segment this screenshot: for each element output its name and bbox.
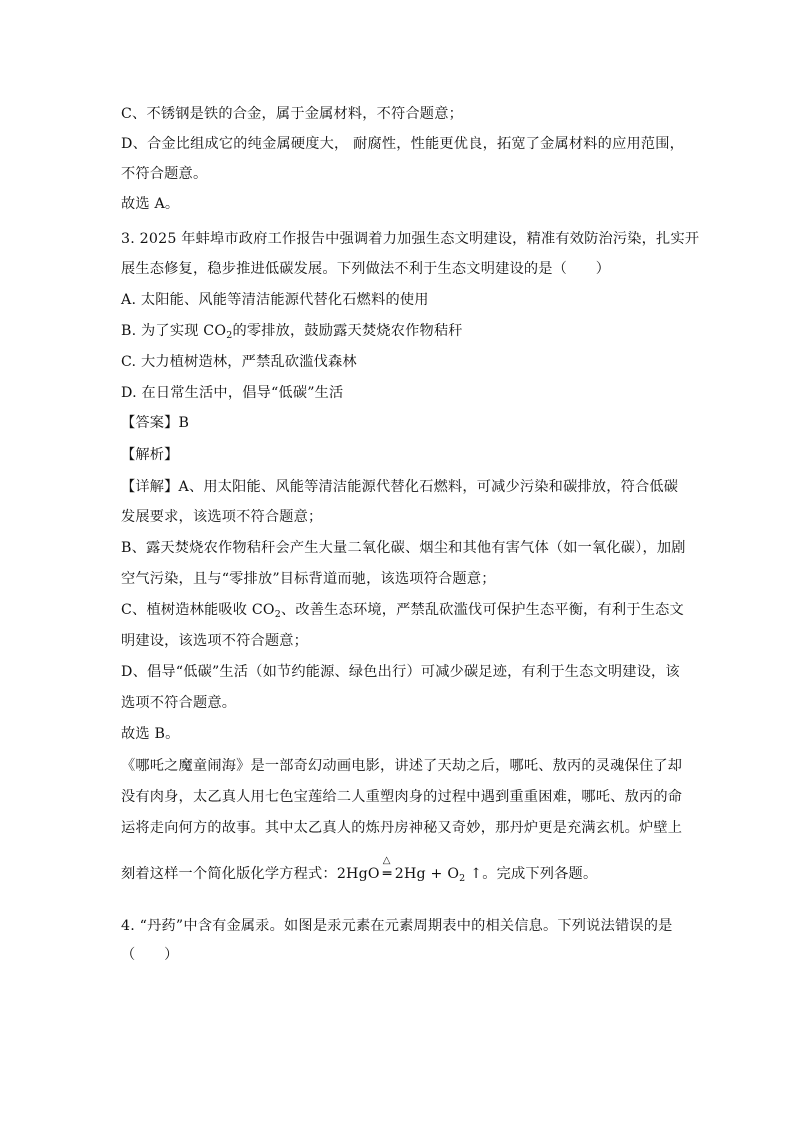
detail-line-d: D、倡导“低碳”生活（如节约能源、绿色出行）可减少碳足迹，有利于生态文明建设，该 — [121, 664, 680, 680]
option-c: C. 大力植树造林，严禁乱砍滥伐森林 — [121, 354, 357, 370]
answer-choice-a: 故选 A。 — [121, 196, 180, 212]
detail-line-b-cont: 空气污染，且与“零排放”目标背道而驰，该选项符合题意； — [121, 571, 496, 587]
question-4-blank: （ ） — [121, 947, 179, 963]
option-a: A. 太阳能、风能等清洁能源代替化石燃料的使用 — [121, 292, 429, 308]
detail-line-d-cont: 选项不符合题意。 — [121, 695, 237, 711]
detail-line-a-cont: 发展要求，该选项不符合题意； — [121, 509, 323, 525]
question-3-stem-cont: 展生态修复，稳步推进低碳发展。下列做法不利于生态文明建设的是（ ） — [121, 261, 611, 277]
gas-arrow-icon: ↑ — [470, 866, 483, 882]
solution-line-d-cont: 不符合题意。 — [121, 166, 208, 182]
chemical-equation: 2HgO △ ═ $2Hg + O_2$ ↑ — [336, 855, 483, 884]
detail-line-b: B、露天焚烧农作物秸秆会产生大量二氧化碳、烟尘和其他有害气体（如一氧化碳），加剧 — [121, 540, 686, 556]
passage-line-3: 运将走向何方的故事。其中太乙真人的炼丹房神秘又奇妙，那丹炉更是充满玄机。炉壁上 — [121, 820, 683, 836]
detail-line-c-cont: 明建设，该选项不符合题意； — [121, 633, 309, 649]
answer-choice-b: 故选 B。 — [121, 726, 180, 742]
solution-line-d: D、合金比组成它的纯金属硬度大， 耐腐性，性能更优良，拓宽了金属材料的应用范围， — [121, 136, 685, 152]
heating-equals-sign: △ ═ — [382, 855, 392, 882]
solution-line-c: C、不锈钢是铁的合金，属于金属材料，不符合题意； — [121, 106, 463, 122]
answer-label: 【答案】B — [121, 415, 190, 431]
passage-line-1: 《哪吒之魔童闹海》是一部奇幻动画电影，讲述了天劫之后，哪吒、敖丙的灵魂保住了却 — [121, 758, 683, 774]
passage-line-2: 没有肉身，太乙真人用七色宝莲给二人重塑肉身的过程中遇到重重困难，哪吒、敖丙的命 — [121, 789, 683, 805]
question-4-stem: 4. “丹药”中含有金属汞。如图是汞元素在元素周期表中的相关信息。下列说法错误的是 — [121, 918, 673, 934]
analysis-label: 【解析】 — [121, 447, 179, 463]
option-b: B. 为了实现 $CO_2$的零排放，鼓励露天焚烧农作物秸秆 — [121, 323, 463, 341]
detail-line-a: 【详解】A、用太阳能、风能等清洁能源代替化石燃料，可减少污染和碳排放，符合低碳 — [121, 479, 679, 495]
option-d: D. 在日常生活中，倡导“低碳”生活 — [121, 385, 344, 401]
passage-line-equation: 刻着这样一个简化版化学方程式：2HgO △ ═ $2Hg + O_2$ ↑。完成下列各题。 — [121, 864, 597, 889]
question-3-stem: 3. 2025 年蚌埠市政府工作报告中强调着力加强生态文明建设，精准有效防治污染，扎实开 — [121, 231, 700, 247]
detail-line-c: C、植树造林能吸收 $CO_2$、改善生态环境，严禁乱砍滥伐可保护生态平衡，有利于生态文 — [121, 602, 684, 620]
